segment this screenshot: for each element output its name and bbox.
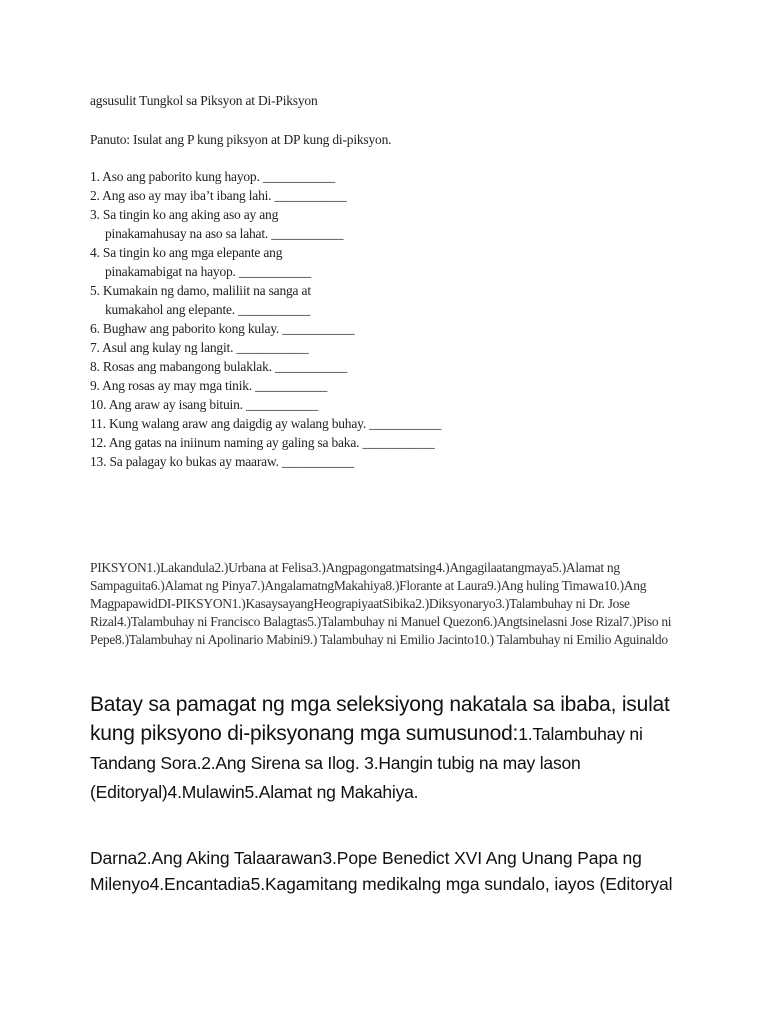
worksheet-instructions: Panuto: Isulat ang P kung piksyon at DP kung di-piksyon. xyxy=(90,132,392,147)
item-text: 1. Aso ang paborito kung hayop. ___________ xyxy=(90,169,335,184)
item-text: 4. Sa tingin ko ang mga elepante ang xyxy=(90,245,283,260)
item-text: 9. Ang rosas ay may mga tinik. ___________ xyxy=(90,378,328,393)
list-item xyxy=(90,243,441,281)
item-text: 13. Sa palagay ko bukas ay maaraw. ___________ xyxy=(90,454,354,469)
item-text-continued: pinakamahusay na aso sa lahat. ___________ xyxy=(105,226,344,241)
item-text: 5. Kumakain ng damo, maliliit na sanga at xyxy=(90,283,311,298)
answer-key-paragraph: PIKSYON1.)Lakandula2.)Urbana at Felisa3.)Angpagongatmatsing4.)Angagilaatangmaya5.)Alamat ng Sampaguita6.)Alamat ng Pinya7.)AngalamatngMakahiya8.)Florante at Laura9.)Ang huling Timawa10.)Ang MagpapawidDI-PIKSYON1.)KasaysayangHeograpiyaatSibika2.)Diksyonaryo3.)Talambuhay ni Dr. Jose Rizal4.)Talambuhay ni Francisco Balagtas5.)Talambuhay ni Manuel Quezon6.)Angtsinelasni Jose Rizal7.)Piso ni Pepe8.)Talambuhay ni Apolinario Mabini9.) Talambuhay ni Emilio Jacinto10.) Talambuhay ni Emilio Aguinaldo xyxy=(90,560,672,647)
list-item xyxy=(90,338,441,357)
question-list-inline: 1.Talambuhay ni Tandang Sora.2.Ang Sirena sa Ilog. 3.Hangin tubig na may lason (Editoryal)4.Mulawin5.Alamat ng Makahiya. xyxy=(90,724,643,802)
item-text: 2. Ang aso ay may iba’t ibang lahi. ___________ xyxy=(90,188,347,203)
item-text: 3. Sa tingin ko ang aking aso ay ang xyxy=(90,207,279,222)
question-lead: Batay sa pamagat ng mga seleksiyong nakatala sa ibaba, isulat kung piksyono di-piksyonang mga sumusunod: xyxy=(90,693,670,745)
item-text: 10. Ang araw ay isang bituin. ___________ xyxy=(90,397,319,412)
item-text: 6. Bughaw ang paborito kong kulay. ___________ xyxy=(90,321,355,336)
item-text: 8. Rosas ang mabangong bulaklak. ___________ xyxy=(90,359,348,374)
list-item xyxy=(90,376,441,395)
list-item xyxy=(90,186,441,205)
question-list xyxy=(90,167,441,471)
item-text-continued: kumakahol ang elepante. ___________ xyxy=(105,302,311,317)
item-text-continued: pinakamabigat na hayop. ___________ xyxy=(105,264,311,279)
list-item xyxy=(90,395,441,414)
worksheet-title: agsusulit Tungkol sa Piksyon at Di-Piksyon xyxy=(90,93,318,108)
list-item xyxy=(90,357,441,376)
question-paragraph xyxy=(90,690,690,806)
list-item xyxy=(90,205,441,243)
list-item xyxy=(90,433,441,452)
list-item xyxy=(90,319,441,338)
item-text: 12. Ang gatas na iniinum naming ay galing sa baka. ___________ xyxy=(90,435,435,450)
list-item xyxy=(90,452,441,471)
item-text: 7. Asul ang kulay ng langit. ___________ xyxy=(90,340,309,355)
list-item xyxy=(90,281,441,319)
answer-paragraph: Darna2.Ang Aking Talaarawan3.Pope Benedict XVI Ang Unang Papa ng Milenyo4.Encantadia5.Kagamitang medikalng mga sundalo, iayos (Editoryal xyxy=(90,848,673,894)
item-text: 11. Kung walang araw ang daigdig ay walang buhay. ___________ xyxy=(90,416,442,431)
list-item xyxy=(90,167,441,186)
list-item xyxy=(90,414,441,433)
